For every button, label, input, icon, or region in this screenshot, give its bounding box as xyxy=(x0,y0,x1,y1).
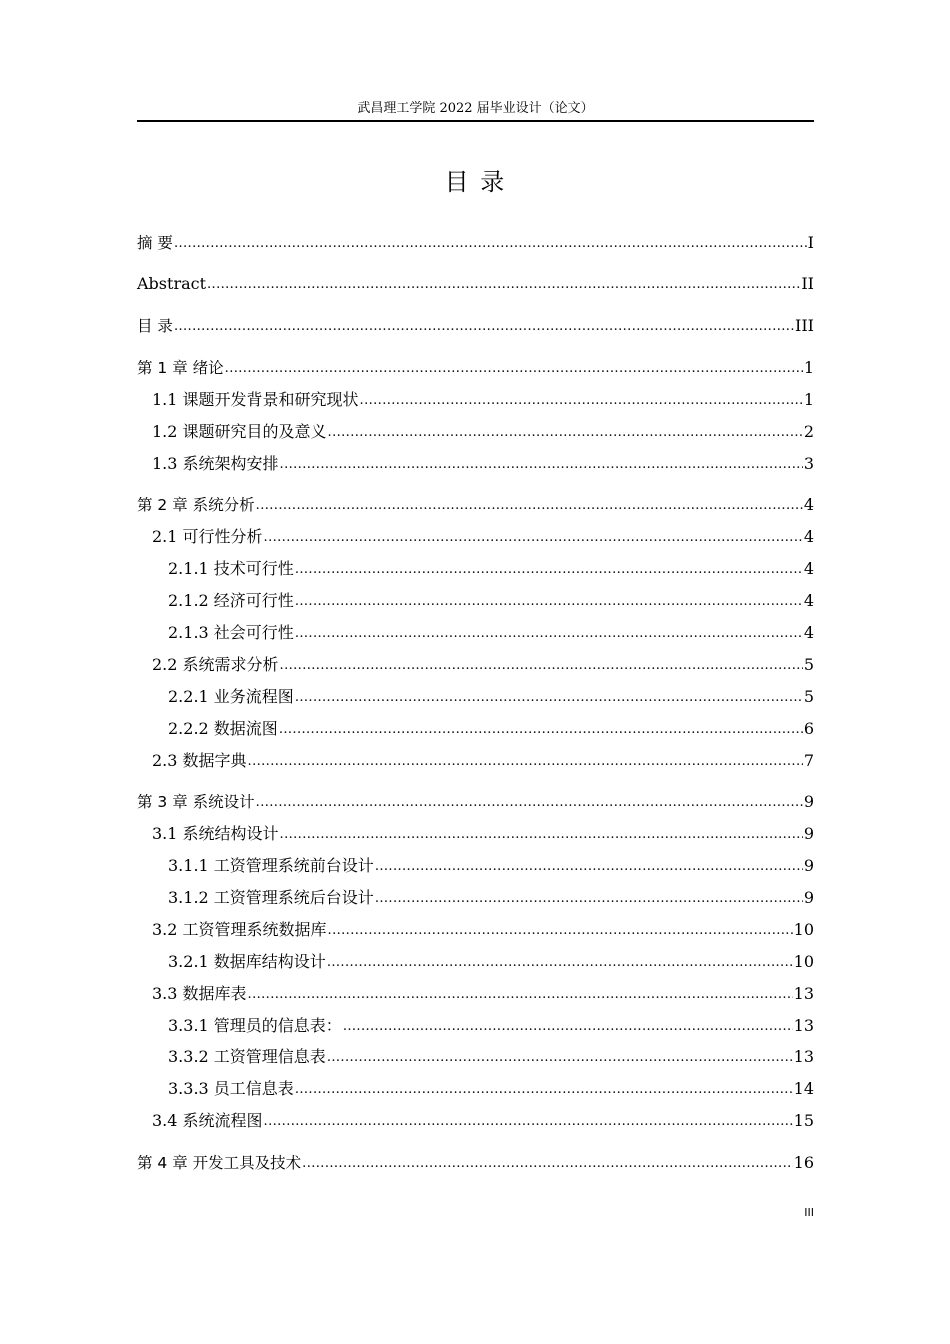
toc-dot-leader xyxy=(327,1046,793,1068)
toc-dot-leader xyxy=(264,1110,793,1132)
footer-page-number: III xyxy=(804,1206,814,1219)
toc-entry-text: 1.1 课题开发背景和研究现状 xyxy=(152,390,359,409)
toc-page-number: 4 xyxy=(803,559,814,578)
toc-page-number: 4 xyxy=(803,527,814,546)
toc-entry-text: 3.1 系统结构设计 xyxy=(152,824,279,843)
toc-entry-3-3-1[interactable] xyxy=(137,1013,814,1037)
toc-page-number: 9 xyxy=(803,824,814,843)
toc-entry-text: 第 4 章 开发工具及技术 xyxy=(137,1154,302,1172)
toc-dot-leader xyxy=(375,855,803,877)
toc-dot-leader xyxy=(225,357,803,379)
toc-entry-chapter-4[interactable] xyxy=(137,1150,814,1174)
toc-dot-leader xyxy=(264,526,803,548)
toc-entry-text: 2.1.3 社会可行性 xyxy=(168,623,294,642)
toc-entry-text: 摘 要 xyxy=(137,234,173,252)
toc-page-number: 4 xyxy=(803,623,814,642)
toc-entry-text: 第 2 章 系统分析 xyxy=(137,496,255,514)
toc-entry-text: 目 录 xyxy=(137,317,173,335)
toc-dot-leader xyxy=(256,494,803,516)
toc-entry-3-3-3[interactable] xyxy=(137,1076,814,1100)
toc-entry-2-2[interactable] xyxy=(137,652,814,676)
toc-dot-leader xyxy=(295,590,803,612)
toc-dot-leader xyxy=(328,421,803,443)
toc-dot-leader xyxy=(328,919,793,941)
toc-entry-3-2-1[interactable] xyxy=(137,949,814,973)
toc-entry-text: 3.3.1 管理员的信息表： xyxy=(168,1016,342,1035)
toc-entry-text: 2.1 可行性分析 xyxy=(152,527,263,546)
toc-entry-contents[interactable] xyxy=(137,313,814,337)
toc-page-number: 13 xyxy=(793,984,814,1003)
toc-dot-leader xyxy=(302,1152,792,1174)
toc-entry-2-3[interactable] xyxy=(137,748,814,772)
toc-page-number: 1 xyxy=(803,390,814,409)
toc-entry-3-2[interactable] xyxy=(137,917,814,941)
toc-page-number: 7 xyxy=(803,751,814,770)
toc-dot-leader xyxy=(256,791,803,813)
toc-entry-2-1-2[interactable] xyxy=(137,588,814,612)
toc-entry-1-3[interactable] xyxy=(137,451,814,475)
toc-dot-leader xyxy=(375,887,803,909)
toc-entry-3-3-2[interactable] xyxy=(137,1044,814,1068)
toc-entry-text: 3.4 系统流程图 xyxy=(152,1111,263,1130)
toc-page-number: 5 xyxy=(803,655,814,674)
toc-dot-leader xyxy=(295,1078,793,1100)
toc-dot-leader xyxy=(248,750,803,772)
toc-entry-text: 1.2 课题研究目的及意义 xyxy=(152,422,327,441)
toc-entry-2-1[interactable] xyxy=(137,524,814,548)
toc-entry-text: 1.3 系统架构安排 xyxy=(152,454,279,473)
toc-page-number: 10 xyxy=(793,920,814,939)
toc-dot-leader xyxy=(360,389,803,411)
toc-page-number: 13 xyxy=(793,1047,814,1066)
toc-dot-leader xyxy=(174,315,794,337)
toc-dot-leader xyxy=(295,686,803,708)
toc-page-number: 13 xyxy=(793,1016,814,1035)
toc-page-number: III xyxy=(795,316,814,335)
toc-entry-3-3[interactable] xyxy=(137,981,814,1005)
toc-entry-text: 3.3 数据库表 xyxy=(152,984,247,1003)
toc-entry-abstract-cn[interactable] xyxy=(137,230,814,254)
toc-entry-text: 3.1.2 工资管理系统后台设计 xyxy=(168,888,374,907)
toc-dot-leader xyxy=(248,983,793,1005)
toc-entry-3-1[interactable] xyxy=(137,821,814,845)
toc-page-number: 10 xyxy=(793,952,814,971)
toc-entry-2-2-2[interactable] xyxy=(137,716,814,740)
toc-entry-2-1-1[interactable] xyxy=(137,556,814,580)
toc-entry-text: 3.2 工资管理系统数据库 xyxy=(152,920,327,939)
toc-page-number: II xyxy=(801,274,814,293)
toc-page-number: 3 xyxy=(803,454,814,473)
toc-entry-text: 3.1.1 工资管理系统前台设计 xyxy=(168,856,374,875)
toc-entry-2-2-1[interactable] xyxy=(137,684,814,708)
toc-dot-leader xyxy=(343,1015,793,1037)
toc-page-number: I xyxy=(807,233,814,252)
toc-entry-text: Abstract xyxy=(137,274,207,293)
toc-page-number: 5 xyxy=(803,687,814,706)
toc-entry-text: 3.3.3 员工信息表 xyxy=(168,1079,294,1098)
toc-dot-leader xyxy=(327,951,793,973)
toc-entry-3-4[interactable] xyxy=(137,1108,814,1132)
toc-entry-text: 2.3 数据字典 xyxy=(152,751,247,770)
toc-page-number: 16 xyxy=(793,1153,814,1172)
toc-page-number: 4 xyxy=(803,495,814,514)
toc-entry-3-1-2[interactable] xyxy=(137,885,814,909)
toc-entry-2-1-3[interactable] xyxy=(137,620,814,644)
toc-entry-text: 2.1.2 经济可行性 xyxy=(168,591,294,610)
header-text: 武昌理工学院 2022 届毕业设计（论文） xyxy=(357,101,594,116)
toc-page-number: 4 xyxy=(803,591,814,610)
toc-page-number: 9 xyxy=(803,888,814,907)
toc-entry-1-2[interactable] xyxy=(137,419,814,443)
toc-page-number: 15 xyxy=(793,1111,814,1130)
toc-entry-text: 2.2 系统需求分析 xyxy=(152,655,279,674)
toc-entry-text: 第 1 章 绪论 xyxy=(137,359,224,377)
toc-entry-1-1[interactable] xyxy=(137,387,814,411)
toc-dot-leader xyxy=(207,273,800,295)
toc-dot-leader xyxy=(174,232,807,254)
toc-dot-leader xyxy=(280,823,803,845)
toc-dot-leader xyxy=(280,654,803,676)
toc-dot-leader xyxy=(295,558,803,580)
toc-entry-chapter-3[interactable] xyxy=(137,789,814,813)
toc-title: 目 录 xyxy=(444,168,507,196)
toc-entry-text: 2.2.1 业务流程图 xyxy=(168,687,294,706)
toc-entry-text: 3.2.1 数据库结构设计 xyxy=(168,952,326,971)
toc-entry-text: 2.1.1 技术可行性 xyxy=(168,559,294,578)
toc-dot-leader xyxy=(279,718,803,740)
toc-dot-leader xyxy=(280,453,803,475)
toc-dot-leader xyxy=(295,622,803,644)
toc-entry-chapter-1[interactable] xyxy=(137,355,814,379)
toc-page-number: 9 xyxy=(803,856,814,875)
toc-entry-text: 2.2.2 数据流图 xyxy=(168,719,278,738)
toc-entry-abstract-en[interactable] xyxy=(137,271,814,295)
toc-page-number: 14 xyxy=(793,1079,814,1098)
toc-page-number: 2 xyxy=(803,422,814,441)
toc-entry-text: 第 3 章 系统设计 xyxy=(137,793,255,811)
toc-entry-3-1-1[interactable] xyxy=(137,853,814,877)
toc-page-number: 9 xyxy=(803,792,814,811)
page-header xyxy=(137,100,814,122)
toc-entry-chapter-2[interactable] xyxy=(137,492,814,516)
toc-page-number: 1 xyxy=(803,358,814,377)
toc-page-number: 6 xyxy=(803,719,814,738)
toc-entry-text: 3.3.2 工资管理信息表 xyxy=(168,1047,326,1066)
